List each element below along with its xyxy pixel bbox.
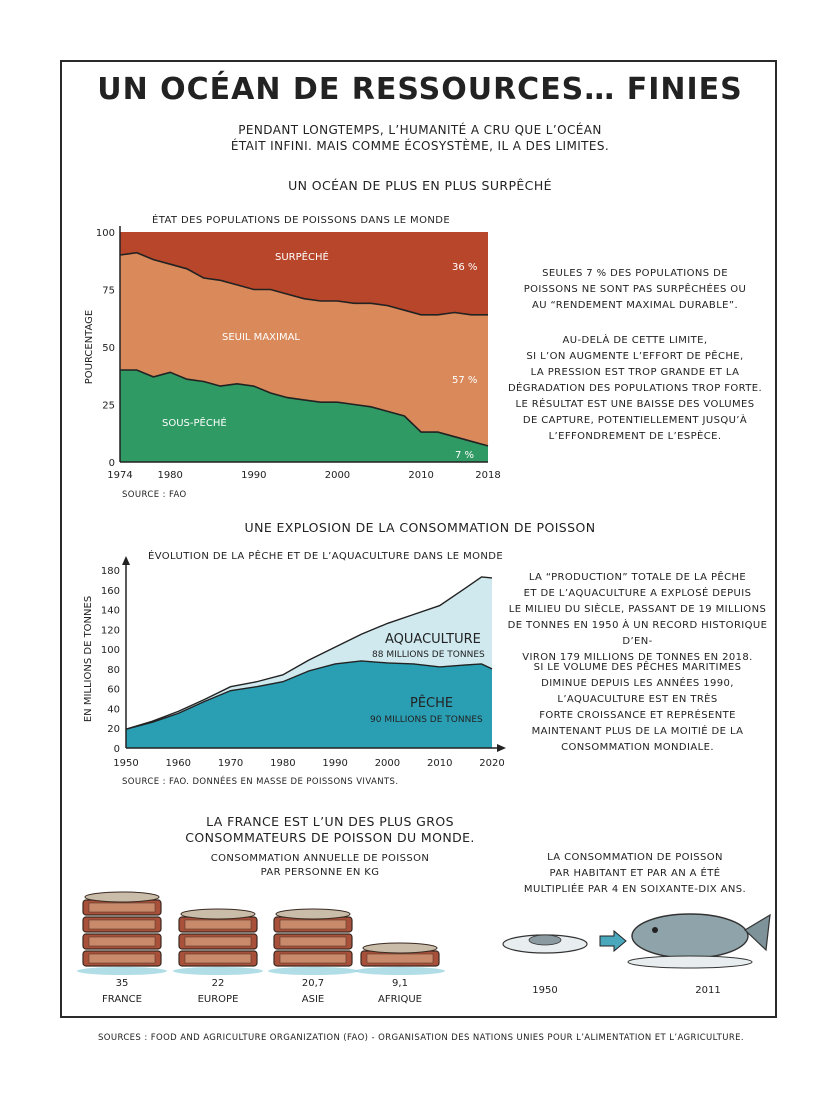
- fish-eye: [652, 927, 658, 933]
- label-surpeche: SURPÊCHÉ: [275, 252, 329, 263]
- tin-lid: [181, 909, 255, 919]
- large-plate-icon: [628, 956, 752, 968]
- label-souspeche: SOUS-PÊCHÉ: [162, 418, 227, 429]
- y-tick-label: 80: [107, 664, 120, 676]
- y-axis-arrow: [122, 556, 130, 565]
- small-fish-icon: [529, 935, 561, 945]
- y-tick-label: 50: [102, 343, 115, 354]
- bar-value-asie: 20,7: [301, 978, 325, 989]
- tin-label: [185, 954, 251, 963]
- x-tick-label: 2020: [479, 758, 505, 769]
- footer-sources: SOURCES : FOOD AND AGRICULTURE ORGANIZATION (FAO) - ORGANISATION DES NATIONS UNIES POUR L’ALIMENTATION ET L’AGRICULTURE.: [97, 1033, 745, 1043]
- year-1950: 1950: [532, 985, 558, 996]
- label-peche-value: 90 MILLIONS DE TONNES: [370, 715, 483, 725]
- y-tick-label: 120: [100, 625, 120, 637]
- tin-label: [89, 920, 155, 929]
- bar-europe: [173, 909, 263, 975]
- x-tick-label: 1990: [241, 470, 267, 481]
- x-tick-label: 1960: [165, 758, 192, 769]
- bar-france: [77, 892, 167, 975]
- tin-label: [280, 954, 346, 963]
- bar-value-france: 35: [115, 978, 129, 989]
- x-tick-label: 1980: [270, 758, 296, 769]
- bar-label-france: FRANCE: [102, 994, 142, 1005]
- chart2-source: SOURCE : FAO. DONNÉES EN MASSE DE POISSONS VIVANTS.: [122, 777, 399, 787]
- tin-label: [280, 920, 346, 929]
- year-2011: 2011: [695, 985, 721, 996]
- bar-shadow: [355, 967, 445, 975]
- bar-label-asie: ASIE: [301, 994, 325, 1005]
- tin-label: [367, 954, 433, 963]
- section3-note: LA CONSOMMATION DE POISSON PAR HABITANT ET PAR AN A ÉTÉ MULTIPLIÉE PAR 4 EN SOIXANTE-DIX ANS.: [523, 852, 747, 895]
- y-tick-label: 25: [102, 400, 115, 412]
- x-tick-label: 2010: [408, 470, 434, 481]
- x-tick-label: 2000: [374, 758, 401, 769]
- y-axis-label: POURCENTAGE: [84, 309, 95, 385]
- label-peche: PÊCHE: [410, 696, 454, 711]
- chart2: [83, 556, 506, 769]
- x-tick-label: 1950: [113, 758, 139, 769]
- annot-7: 7 %: [455, 450, 475, 461]
- tin-lid: [85, 892, 159, 902]
- y-tick-label: 100: [95, 228, 115, 239]
- bar-asie: [268, 909, 358, 975]
- bar-shadow: [268, 967, 358, 975]
- y-tick-label: 0: [113, 744, 120, 755]
- intro-text: PENDANT LONGTEMPS, L’HUMANITÉ A CRU QUE L’OCÉAN ÉTAIT INFINI. MAIS COMME ÉCOSYSTÈME, IL A DES LIMITES.: [230, 123, 610, 153]
- x-tick-label: 1970: [217, 758, 244, 769]
- y-axis-label: EN MILLIONS DE TONNES: [83, 595, 94, 723]
- arrow-icon: [600, 931, 626, 951]
- section1-note2: AU-DELÀ DE CETTE LIMITE, SI L’ON AUGMENTE L’EFFORT DE PÊCHE, LA PRESSION EST TROP GRANDE ET LA DÉGRADATION DES POPULATIONS TROP FORTE. LE RÉSULTAT EST UNE BAISSE DES VOLUMES DE CAPTURE, POTENTIELLEMENT JUSQU’À L’EFFONDREMENT DE L’ESPÈCE.: [507, 335, 763, 442]
- tin-label: [185, 920, 251, 929]
- x-tick-label: 2010: [426, 758, 453, 769]
- tin-label: [89, 954, 155, 963]
- page-title: UN OCÉAN DE RESSOURCES… FINIES: [97, 72, 743, 107]
- large-fish-icon: [632, 914, 748, 958]
- label-aquaculture: AQUACULTURE: [385, 632, 481, 647]
- y-tick-label: 100: [100, 645, 120, 657]
- y-tick-label: 20: [107, 724, 120, 736]
- section3-subtitle: CONSOMMATION ANNUELLE DE POISSON PAR PERSONNE EN KG: [210, 853, 430, 878]
- chart2-title: ÉVOLUTION DE LA PÊCHE ET DE L’AQUACULTURE DANS LE MONDE: [148, 551, 504, 562]
- chart1: [84, 226, 501, 481]
- bar-afrique: [355, 943, 445, 975]
- section2-note2: SI LE VOLUME DES PÊCHES MARITIMES DIMINUE DEPUIS LES ANNÉES 1990, L’AQUACULTURE EST EN TRÈS FORTE CROISSANCE ET REPRÉSENTE MAINTENANT PLUS DE LA MOITIÉ DE LA CONSOMMATION MONDIALE.: [531, 662, 744, 753]
- section2-heading: UNE EXPLOSION DE LA CONSOMMATION DE POISSON: [244, 520, 596, 535]
- x-tick-label: 1974: [107, 470, 133, 481]
- tin-lid: [363, 943, 437, 953]
- section3-heading: LA FRANCE EST L’UN DES PLUS GROS CONSOMMATEURS DE POISSON DU MONDE.: [185, 814, 475, 845]
- label-aquaculture-value: 88 MILLIONS DE TONNES: [372, 650, 485, 660]
- tin-label: [280, 937, 346, 946]
- annot-57: 57 %: [452, 375, 478, 386]
- bar-label-europe: EUROPE: [197, 994, 239, 1005]
- y-tick-label: 60: [107, 684, 120, 696]
- y-tick-label: 0: [108, 458, 115, 469]
- bar-shadow: [173, 967, 263, 975]
- y-tick-label: 40: [107, 704, 120, 716]
- x-tick-label: 2018: [475, 470, 501, 481]
- bar-value-europe: 22: [211, 978, 225, 989]
- tin-lid: [276, 909, 350, 919]
- tin-label: [89, 903, 155, 912]
- bar-value-afrique: 9,1: [392, 978, 408, 989]
- fish-tail: [745, 915, 770, 950]
- section1-note1: SEULES 7 % DES POPULATIONS DE POISSONS NE SONT PAS SURPÊCHÉES OU AU “RENDEMENT MAXIMAL DURABLE”.: [523, 268, 747, 311]
- bar-label-afrique: AFRIQUE: [378, 994, 422, 1005]
- label-seuil: SEUIL MAXIMAL: [222, 332, 300, 343]
- y-tick-label: 180: [100, 566, 120, 577]
- x-tick-label: 1980: [157, 470, 183, 481]
- chart1-title: ÉTAT DES POPULATIONS DE POISSONS DANS LE MONDE: [152, 215, 451, 226]
- x-tick-label: 1990: [322, 758, 348, 769]
- annot-36: 36 %: [452, 262, 478, 273]
- y-tick-label: 75: [102, 285, 115, 297]
- tin-label: [89, 937, 155, 946]
- bar-shadow: [77, 967, 167, 975]
- chart1-source: SOURCE : FAO: [122, 490, 187, 500]
- chart3-illustrations: [77, 892, 770, 975]
- y-tick-label: 140: [100, 605, 120, 617]
- section2-note1: LA “PRODUCTION” TOTALE DE LA PÊCHE ET DE L’AQUACULTURE A EXPLOSÉ DEPUIS LE MILIEU DU SIÈCLE, PASSANT DE 19 MILLIONS DE TONNES EN 1950 À UN RECORD HISTORIQUE D’EN- VIRON 179 MILLIONS DE TONNES EN 2018.: [507, 572, 768, 663]
- x-tick-label: 2000: [324, 470, 351, 481]
- section1-heading: UN OCÉAN DE PLUS EN PLUS SURPÊCHÉ: [288, 178, 552, 193]
- y-tick-label: 160: [100, 585, 120, 597]
- tin-label: [185, 937, 251, 946]
